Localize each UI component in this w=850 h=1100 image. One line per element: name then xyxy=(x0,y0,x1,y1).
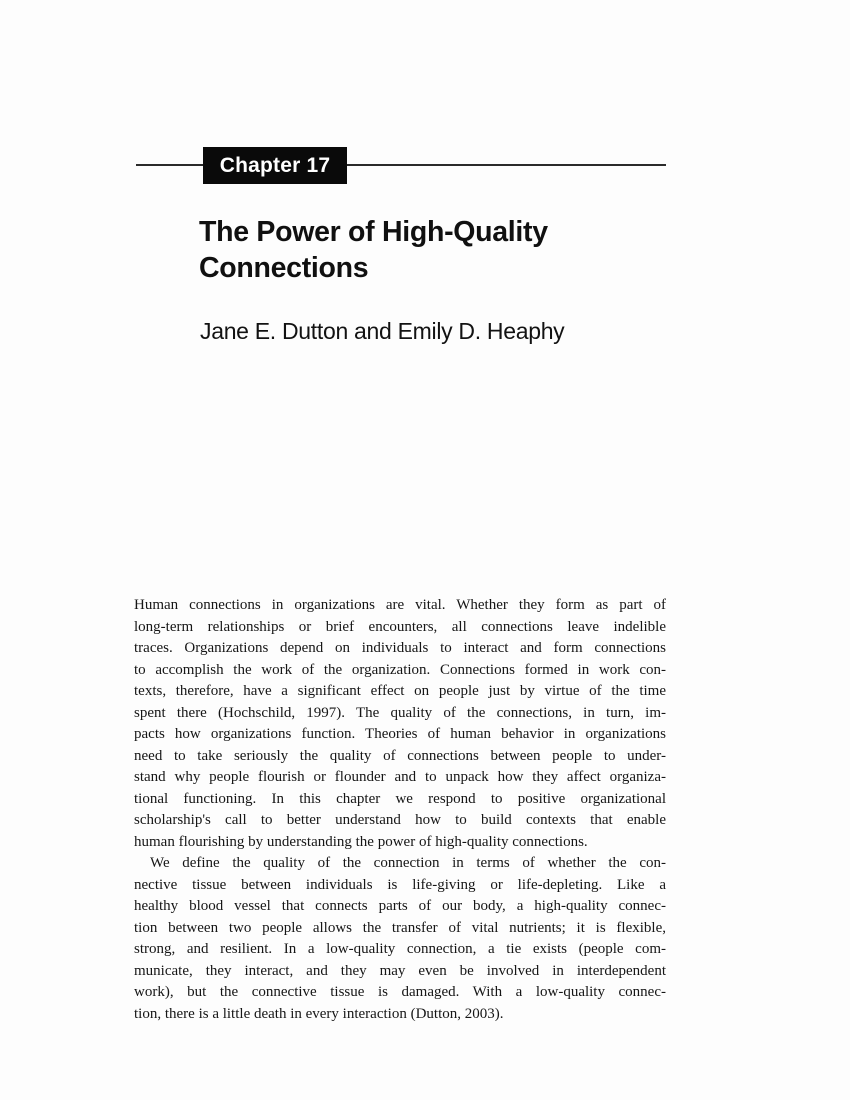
paragraph-2 xyxy=(134,853,666,1025)
text-line: traces. Organizations depend on individuals to interact and form connections xyxy=(134,640,666,656)
text-line: need to take seriously the quality of connections between people to under- xyxy=(134,747,666,764)
text-line: municate, they interact, and they may even be involved in interdependent xyxy=(134,962,666,979)
text-line: strong, and resilient. In a low-quality connection, a tie exists (people com- xyxy=(134,941,666,957)
body-text xyxy=(134,595,666,1025)
text-line: tion, there is a little death in every interaction (Dutton, 2003). xyxy=(134,1005,504,1022)
chapter-banner xyxy=(203,147,347,184)
paragraph-1 xyxy=(134,595,666,853)
chapter-title xyxy=(199,214,548,286)
text-line: scholarship's call to better understand how to build contexts that enable xyxy=(134,812,666,828)
text-line: work), but the connective tissue is damaged. With a low-quality connec- xyxy=(134,984,666,1000)
authors-byline: Jane E. Dutton and Emily D. Heaphy xyxy=(200,318,565,344)
chapter-title-line-1: The Power of High-Quality xyxy=(199,216,548,248)
text-line: stand why people flourish or flounder and to unpack how they affect organiza- xyxy=(134,769,666,785)
text-line: long-term relationships or brief encounters, all connections leave indelible xyxy=(134,618,666,635)
text-line: pacts how organizations function. Theories of human behavior in organizations xyxy=(134,726,666,742)
text-line: tion between two people allows the transfer of vital nutrients; it is flexible, xyxy=(134,919,666,936)
text-line: texts, therefore, have a significant effect on people just by virtue of the time xyxy=(134,683,666,699)
text-line: human flourishing by understanding the power of high-quality connections. xyxy=(134,833,588,850)
text-line: tional functioning. In this chapter we respond to positive organizational xyxy=(134,790,666,807)
text-line: healthy blood vessel that connects parts of our body, a high-quality connec- xyxy=(134,898,666,914)
text-line: Human connections in organizations are vital. Whether they form as part of xyxy=(134,597,666,613)
text-line: to accomplish the work of the organization. Connections formed in work con- xyxy=(134,661,666,678)
chapter-title-line-2: Connections xyxy=(199,252,369,284)
text-line: We define the quality of the connection in terms of whether the con- xyxy=(150,855,666,871)
text-line: spent there (Hochschild, 1997). The quality of the connections, in turn, im- xyxy=(134,704,666,721)
text-line: nective tissue between individuals is life-giving or life-depleting. Like a xyxy=(134,876,666,893)
chapter-label: Chapter 17 xyxy=(219,153,331,177)
